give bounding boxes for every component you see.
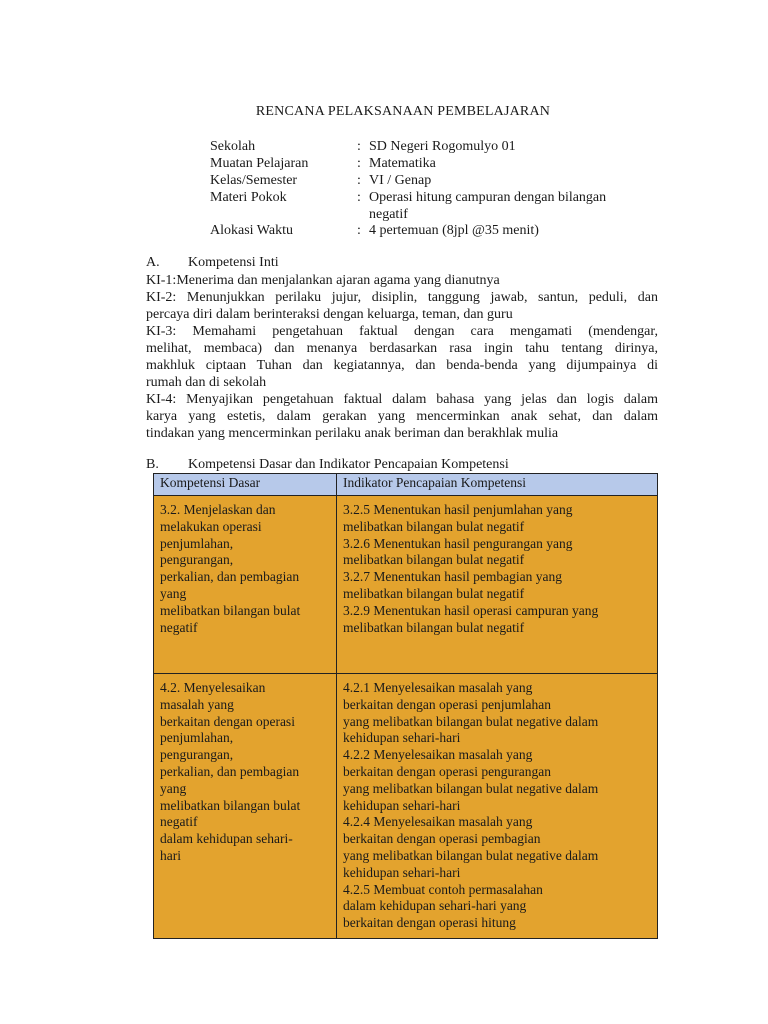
kd-line: melakukan operasi	[160, 518, 262, 534]
meta-value: Operasi hitung campuran dengan bilangan negatif	[369, 190, 607, 222]
ipk-line: melibatkan bilangan bulat negatif	[343, 552, 525, 568]
table-header-row	[154, 474, 658, 496]
ipk-line: yang melibatkan bilangan bulat negative dalam	[343, 847, 599, 863]
kd-line: penjumlahan,	[160, 535, 234, 551]
kd-line: dalam kehidupan sehari-	[160, 831, 293, 847]
kd-line: negatif	[160, 619, 198, 635]
kd-line: melibatkan bilangan bulat	[160, 797, 301, 813]
ipk-cell	[337, 674, 658, 939]
ipk-line: kehidupan sehari-hari	[343, 797, 461, 813]
ipk-line: yang melibatkan bilangan bulat negative dalam	[343, 713, 599, 729]
ipk-line: berkaitan dengan operasi pengurangan	[343, 763, 552, 779]
meta-value: Matematika	[369, 156, 436, 171]
kd-line: yang	[160, 585, 187, 601]
ipk-line: 3.2.6 Menentukan hasil pengurangan yang	[343, 535, 573, 551]
ki-4-line: karya yang estetis, dalam gerakan yang mencerminkan anak sehat, dan dalam	[146, 409, 658, 424]
table-row	[154, 496, 658, 674]
ki-3-line: melihat, membaca) dan menanya berdasarkan rasa ingin tahu tentang dirinya,	[146, 341, 658, 356]
ipk-line: berkaitan dengan operasi penjumlahan	[343, 696, 552, 712]
section-label: Kompetensi Dasar dan Indikator Pencapaian Kompetensi	[188, 457, 509, 472]
ki-2-line: percaya diri dalam berinteraksi dengan keluarga, teman, dan guru	[146, 307, 513, 322]
meta-key: Sekolah	[210, 139, 256, 154]
ki-3-line: KI-3: Memahami pengetahuan faktual dengan cara mengamati (mendengar,	[146, 324, 658, 339]
kd-line: pengurangan,	[160, 552, 234, 568]
ipk-line: dalam kehidupan sehari-hari yang	[343, 898, 527, 914]
ipk-line: berkaitan dengan operasi pembagian	[343, 831, 541, 847]
meta-value: VI / Genap	[369, 173, 432, 188]
document-title: RENCANA PELAKSANAAN PEMBELAJARAN	[255, 104, 551, 119]
ipk-line: 3.2.7 Menentukan hasil pembagian yang	[343, 569, 562, 585]
ipk-cell	[337, 496, 658, 674]
meta-colon: :	[357, 156, 361, 171]
table-header-ipk: Indikator Pencapaian Kompetensi	[337, 474, 658, 496]
table-header-kd: Kompetensi Dasar	[154, 474, 337, 496]
ipk-line: 4.2.1 Menyelesaikan masalah yang	[343, 680, 533, 695]
ipk-line: 4.2.2 Menyelesaikan masalah yang	[343, 747, 533, 763]
ipk-line: kehidupan sehari-hari	[343, 730, 461, 746]
ipk-line: melibatkan bilangan bulat negatif	[343, 619, 525, 635]
ipk-line: yang melibatkan bilangan bulat negative dalam	[343, 780, 599, 796]
meta-colon: :	[357, 173, 361, 188]
ipk-line: berkaitan dengan operasi hitung	[343, 915, 516, 931]
section-label: Kompetensi Inti	[188, 255, 279, 270]
ki-4-line: tindakan yang mencerminkan perilaku anak beriman dan berakhlak mulia	[146, 426, 559, 441]
kd-line: 4.2. Menyelesaikan	[160, 680, 266, 695]
meta-key: Muatan Pelajaran	[210, 156, 309, 171]
section-number: B.	[146, 457, 159, 472]
ki-4-line: KI-4: Menyajikan pengetahuan faktual dalam bahasa yang jelas dan logis dalam	[146, 392, 658, 407]
kd-line: yang	[160, 780, 187, 796]
ipk-line: 4.2.5 Membuat contoh permasalahan	[343, 881, 543, 897]
meta-key: Alokasi Waktu	[210, 223, 293, 238]
kompetensi-inti-list	[146, 272, 658, 442]
ki-3-line: makhluk ciptaan Tuhan dan kegiatannya, dan benda-benda yang dijumpainya di	[146, 358, 658, 373]
meta-key: Materi Pokok	[210, 190, 287, 205]
meta-colon: :	[357, 139, 361, 154]
ki-1: KI-1:Menerima dan menjalankan ajaran agama yang dianutnya	[146, 273, 500, 288]
kd-line: negatif	[160, 814, 198, 830]
kd-line: berkaitan dengan operasi	[160, 713, 295, 729]
ipk-line: 4.2.4 Menyelesaikan masalah yang	[343, 814, 533, 830]
meta-key: Kelas/Semester	[210, 173, 298, 188]
table-row	[154, 674, 658, 939]
kd-line: melibatkan bilangan bulat	[160, 602, 301, 618]
ki-2-line: KI-2: Menunjukkan perilaku jujur, disiplin, tanggung jawab, santun, peduli, dan	[146, 290, 658, 305]
kd-cell	[154, 674, 337, 939]
kd-line: perkalian, dan pembagian	[160, 763, 300, 779]
kd-line: hari	[160, 847, 181, 863]
ipk-line: melibatkan bilangan bulat negatif	[343, 518, 525, 534]
kd-line: penjumlahan,	[160, 730, 234, 746]
kd-line: masalah yang	[160, 696, 234, 712]
kompetensi-table	[153, 473, 658, 939]
kd-line: pengurangan,	[160, 747, 234, 763]
ipk-line: melibatkan bilangan bulat negatif	[343, 585, 525, 601]
section-number: A.	[146, 255, 160, 270]
ipk-line: 3.2.9 Menentukan hasil operasi campuran yang	[343, 602, 599, 618]
kd-line: 3.2. Menjelaskan dan	[160, 502, 276, 517]
kd-cell	[154, 496, 337, 674]
meta-colon: :	[357, 190, 361, 205]
meta-colon: :	[357, 223, 361, 238]
kd-line: perkalian, dan pembagian	[160, 569, 300, 585]
meta-value: SD Negeri Rogomulyo 01	[369, 139, 516, 154]
ipk-line: kehidupan sehari-hari	[343, 864, 461, 880]
ipk-line: 3.2.5 Menentukan hasil penjumlahan yang	[343, 502, 573, 517]
ki-3-line: rumah dan di sekolah	[146, 375, 267, 390]
meta-value: 4 pertemuan (8jpl @35 menit)	[369, 223, 539, 238]
